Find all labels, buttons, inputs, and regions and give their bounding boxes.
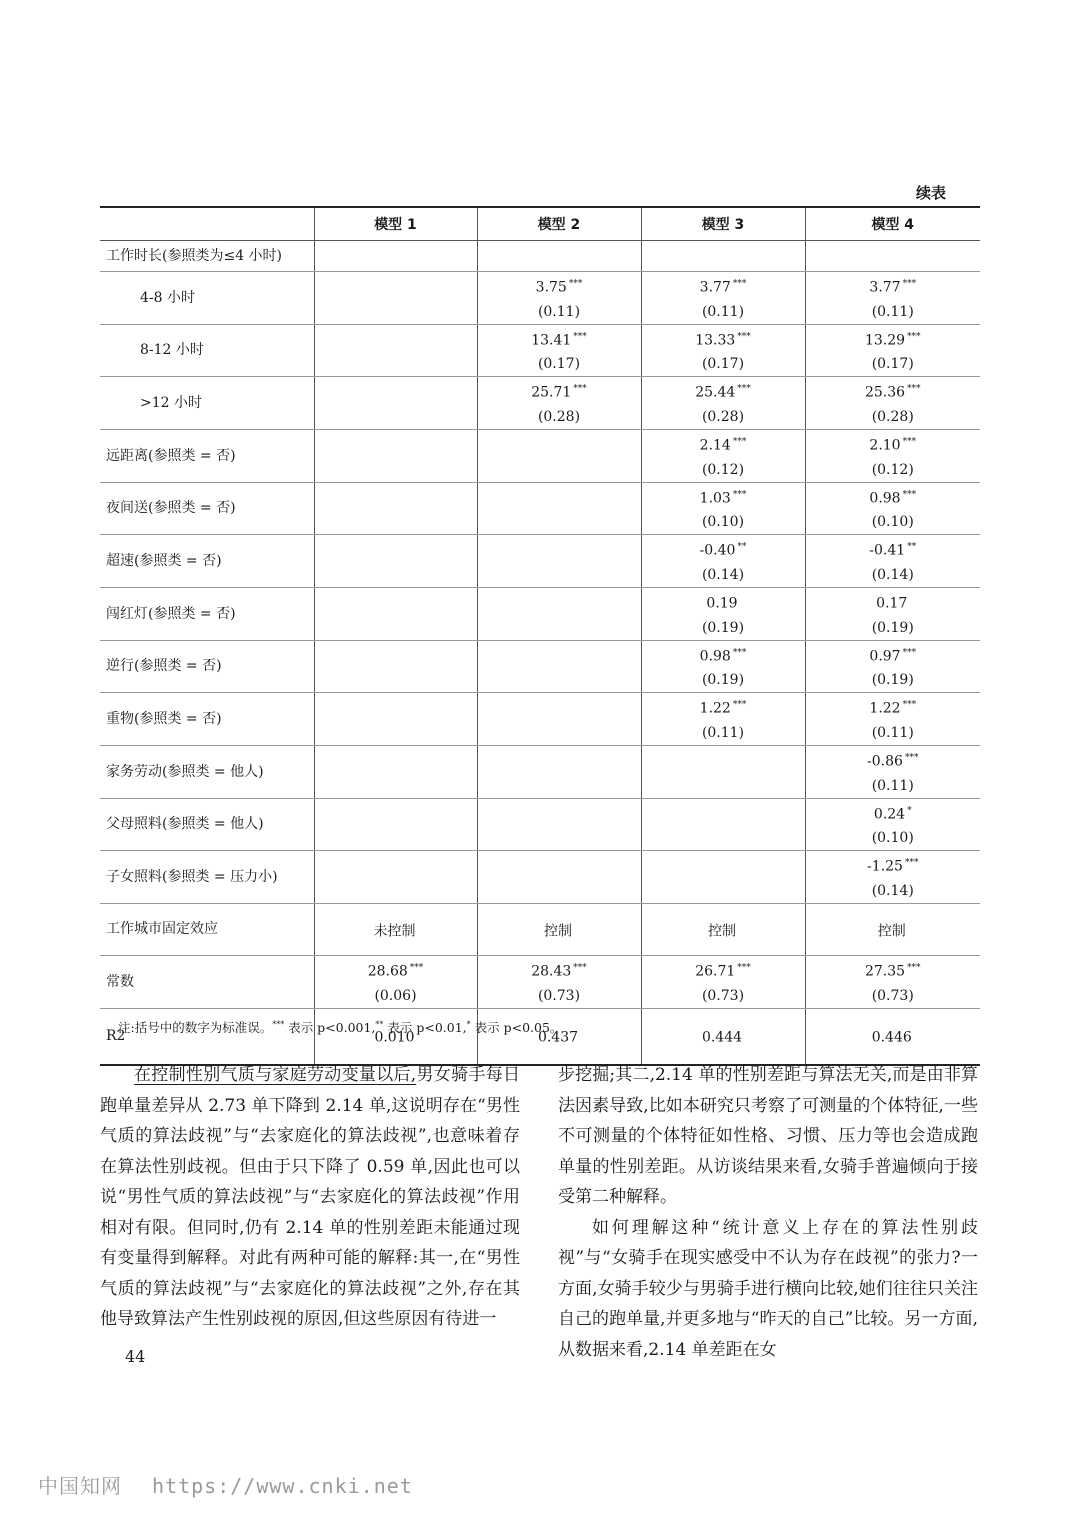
row-label: 重物(参照类 = 否) bbox=[100, 693, 314, 746]
cell-model-1 bbox=[314, 587, 477, 640]
row-label: 常数 bbox=[100, 955, 314, 1008]
significance-stars: *** bbox=[732, 436, 747, 447]
significance-stars: *** bbox=[902, 489, 917, 500]
cell-model-4 bbox=[805, 903, 980, 955]
estimate: 控制 bbox=[708, 923, 736, 940]
body-column-right bbox=[558, 1060, 978, 1365]
cell-model-2 bbox=[477, 851, 641, 904]
cell-model-4 bbox=[805, 429, 980, 482]
row-label: 超速(参照类 = 否) bbox=[100, 535, 314, 588]
cell-model-2 bbox=[477, 324, 641, 377]
significance-stars: *** bbox=[732, 279, 747, 289]
continued-table-label: 续表 bbox=[915, 184, 946, 202]
standard-error: (0.73) bbox=[537, 987, 581, 1004]
standard-error: (0.19) bbox=[701, 672, 745, 689]
standard-error: (0.73) bbox=[871, 987, 914, 1004]
cell-model-3 bbox=[641, 377, 805, 430]
cell-model-3 bbox=[641, 745, 805, 798]
row-label: R2 bbox=[100, 1008, 314, 1065]
cell-model-4 bbox=[805, 587, 980, 640]
table-row bbox=[100, 693, 980, 746]
row-label: 父母照料(参照类 = 他人) bbox=[100, 798, 314, 851]
standard-error: (0.17) bbox=[871, 356, 914, 373]
significance-stars: *** bbox=[573, 384, 587, 395]
estimate: 3.75 bbox=[535, 279, 567, 296]
row-label: 4-8 小时 bbox=[100, 272, 314, 325]
table-row bbox=[100, 535, 980, 588]
table-header-row bbox=[100, 207, 980, 241]
significance-stars: *** bbox=[573, 962, 587, 973]
table-row bbox=[100, 272, 980, 325]
row-label: 逆行(参照类 = 否) bbox=[100, 640, 314, 693]
header-model-1: 模型 1 bbox=[314, 207, 477, 241]
cell-model-4 bbox=[805, 324, 980, 377]
standard-error: (0.73) bbox=[701, 987, 745, 1004]
standard-error: (0.11) bbox=[871, 777, 914, 794]
estimate: 控制 bbox=[877, 923, 906, 940]
standard-error: (0.11) bbox=[701, 303, 745, 320]
cell-model-2 bbox=[477, 1008, 641, 1065]
significance-stars: *** bbox=[732, 489, 747, 500]
row-label: 远距离(参照类 = 否) bbox=[100, 429, 314, 482]
cell-model-1 bbox=[314, 745, 477, 798]
table-row bbox=[100, 377, 980, 430]
standard-error: (0.11) bbox=[871, 724, 914, 741]
estimate: 28.43 bbox=[531, 963, 572, 980]
paragraph: 在控制性别气质与家庭劳动变量以后,男女骑手每日跑单量差异从 2.73 单下降到 2.14 单,这说明存在“男性气质的算法歧视”与“去家庭化的算法歧视”,也意味着存在算法性别歧视。但由于只下降了 0.59 单,因此也可以说“男性气质的算法歧视”与“去家庭化的算法歧视”作用相对有限。但同时,仍有 2.14 单的性别差距未能通过现有变量得到解释。对此有两种可能的解释:其一,在“男性气质的算法歧视”与“去家庭化的算法歧视”之外,存在其他导致算法产生性别歧视的原因,但这些原因有待进一 bbox=[100, 1065, 521, 1329]
cell-model-1 bbox=[314, 693, 477, 746]
cell-model-1 bbox=[314, 640, 477, 693]
cell-model-4 bbox=[805, 272, 980, 325]
table-row bbox=[100, 798, 980, 851]
estimate: 0.19 bbox=[706, 595, 738, 612]
standard-error: (0.10) bbox=[701, 514, 745, 531]
significance-stars: *** bbox=[902, 700, 917, 711]
cell-model-2 bbox=[477, 241, 641, 272]
significance-stars: *** bbox=[573, 331, 587, 342]
standard-error: (0.11) bbox=[871, 303, 914, 320]
significance-stars: *** bbox=[737, 962, 751, 973]
significance-stars: *** bbox=[737, 384, 751, 395]
watermark-url: https://www.cnki.net bbox=[152, 1474, 413, 1498]
significance-stars: *** bbox=[904, 752, 919, 763]
estimate: 3.77 bbox=[699, 279, 731, 296]
estimate: 27.35 bbox=[864, 963, 906, 980]
cell-model-4 bbox=[805, 798, 980, 851]
cell-model-2 bbox=[477, 693, 641, 746]
standard-error: (0.10) bbox=[871, 830, 914, 847]
estimate: 2.10 bbox=[869, 437, 901, 454]
header-model-4: 模型 4 bbox=[805, 207, 980, 241]
cell-model-1 bbox=[314, 535, 477, 588]
estimate: 1.22 bbox=[699, 700, 731, 717]
estimate: -0.40 bbox=[699, 542, 736, 559]
standard-error: (0.19) bbox=[871, 619, 914, 636]
row-label: 工作时长(参照类为≤4 小时) bbox=[100, 241, 314, 272]
cell-model-3 bbox=[641, 693, 805, 746]
significance-stars: *** bbox=[737, 331, 751, 342]
row-label: 闯红灯(参照类 = 否) bbox=[100, 587, 314, 640]
row-label: 夜间送(参照类 = 否) bbox=[100, 482, 314, 535]
cell-model-4 bbox=[805, 535, 980, 588]
cell-model-2 bbox=[477, 903, 641, 955]
cell-model-1 bbox=[314, 482, 477, 535]
significance-stars: *** bbox=[568, 279, 583, 289]
estimate: 28.68 bbox=[367, 963, 408, 980]
table-row bbox=[100, 640, 980, 693]
cell-model-2 bbox=[477, 955, 641, 1008]
cell-model-3 bbox=[641, 429, 805, 482]
standard-error: (0.19) bbox=[701, 619, 745, 636]
cell-model-2 bbox=[477, 272, 641, 325]
cell-model-1 bbox=[314, 1008, 477, 1065]
cell-model-3 bbox=[641, 272, 805, 325]
cell-model-1 bbox=[314, 272, 477, 325]
row-label: 8-12 小时 bbox=[100, 324, 314, 377]
estimate: -0.41 bbox=[869, 542, 906, 559]
significance-stars: *** bbox=[902, 279, 917, 289]
cell-model-4 bbox=[805, 640, 980, 693]
estimate: 13.41 bbox=[531, 332, 572, 349]
standard-error: (0.11) bbox=[537, 303, 581, 320]
cell-model-2 bbox=[477, 377, 641, 430]
watermark-cn: 中国知网 bbox=[38, 1474, 122, 1498]
cell-model-1 bbox=[314, 903, 477, 955]
cell-model-4 bbox=[805, 482, 980, 535]
cell-model-3 bbox=[641, 903, 805, 955]
significance-stars: ** bbox=[907, 542, 917, 553]
cell-model-2 bbox=[477, 535, 641, 588]
standard-error: (0.14) bbox=[701, 566, 745, 583]
cell-model-4 bbox=[805, 1008, 980, 1065]
estimate: 3.77 bbox=[869, 279, 901, 296]
significance-stars: *** bbox=[907, 384, 921, 395]
standard-error: (0.10) bbox=[871, 514, 914, 531]
cell-model-4 bbox=[805, 745, 980, 798]
table-row bbox=[100, 429, 980, 482]
page-number: 44 bbox=[125, 1347, 146, 1366]
standard-error: (0.28) bbox=[871, 408, 914, 425]
estimate: 26.71 bbox=[695, 963, 736, 980]
standard-error: (0.17) bbox=[701, 356, 745, 373]
cell-model-1 bbox=[314, 851, 477, 904]
estimate: 0.17 bbox=[876, 595, 908, 612]
estimate: 0.444 bbox=[701, 1029, 743, 1046]
standard-error: (0.19) bbox=[871, 672, 914, 689]
header-model-2: 模型 2 bbox=[477, 207, 641, 241]
estimate: 13.29 bbox=[864, 332, 906, 349]
table-row bbox=[100, 587, 980, 640]
table-row bbox=[100, 955, 980, 1008]
standard-error: (0.06) bbox=[374, 987, 417, 1004]
table-row bbox=[100, 745, 980, 798]
significance-stars: * bbox=[907, 805, 912, 816]
row-label: 家务劳动(参照类 = 他人) bbox=[100, 745, 314, 798]
standard-error: (0.17) bbox=[537, 356, 581, 373]
cell-model-3 bbox=[641, 324, 805, 377]
cell-model-2 bbox=[477, 429, 641, 482]
cell-model-3 bbox=[641, 640, 805, 693]
cell-model-3 bbox=[641, 241, 805, 272]
estimate: 0.98 bbox=[699, 648, 731, 665]
significance-stars: *** bbox=[902, 436, 917, 447]
significance-stars: ** bbox=[737, 542, 747, 553]
cell-model-3 bbox=[641, 482, 805, 535]
table-row bbox=[100, 482, 980, 535]
significance-stars: *** bbox=[904, 858, 919, 869]
standard-error: (0.12) bbox=[701, 461, 745, 478]
estimate: 0.446 bbox=[871, 1029, 912, 1046]
cell-model-3 bbox=[641, 955, 805, 1008]
estimate: 2.14 bbox=[699, 437, 731, 454]
standard-error: (0.14) bbox=[871, 566, 914, 583]
significance-stars: *** bbox=[902, 647, 917, 658]
estimate: 25.71 bbox=[531, 384, 572, 401]
estimate: 0.24 bbox=[873, 806, 906, 823]
estimate: 0.98 bbox=[869, 490, 901, 507]
estimate: 0.437 bbox=[537, 1029, 579, 1046]
paragraph: 步挖掘;其二,2.14 单的性别差距与算法无关,而是由非算法因素导致,比如本研究只考察了可测量的个体特征,一些不可测量的个体特征如性格、习惯、压力等也会造成跑单量的性别差距。从访谈结果来看,女骑手普遍倾向于接受第二种解释。 bbox=[558, 1065, 978, 1207]
cell-model-3 bbox=[641, 851, 805, 904]
estimate: 0.97 bbox=[869, 648, 901, 665]
cell-model-3 bbox=[641, 1008, 805, 1065]
significance-stars: *** bbox=[907, 962, 921, 973]
cell-model-1 bbox=[314, 955, 477, 1008]
row-label: 工作城市固定效应 bbox=[100, 903, 314, 955]
table-row bbox=[100, 1008, 980, 1065]
cell-model-1 bbox=[314, 241, 477, 272]
body-column-left bbox=[100, 1060, 520, 1335]
cell-model-1 bbox=[314, 324, 477, 377]
table-note: 注:括号中的数字为标准误。*** 表示 p<0.001,** 表示 p<0.01,* 表示 p<0.05。 bbox=[118, 1019, 563, 1035]
estimate: 25.44 bbox=[695, 384, 736, 401]
cell-model-4 bbox=[805, 693, 980, 746]
significance-stars: *** bbox=[907, 331, 921, 342]
cell-model-4 bbox=[805, 955, 980, 1008]
cell-model-4 bbox=[805, 241, 980, 272]
estimate: 25.36 bbox=[864, 384, 906, 401]
significance-stars: *** bbox=[732, 647, 747, 658]
estimate: -0.86 bbox=[867, 753, 903, 770]
estimate: 1.03 bbox=[699, 490, 731, 507]
table-row bbox=[100, 851, 980, 904]
table-row bbox=[100, 324, 980, 377]
header-model-3: 模型 3 bbox=[641, 207, 805, 241]
significance-stars: *** bbox=[409, 962, 424, 973]
standard-error: (0.28) bbox=[537, 408, 581, 425]
cell-model-1 bbox=[314, 429, 477, 482]
table-row bbox=[100, 903, 980, 955]
cell-model-2 bbox=[477, 798, 641, 851]
significance-stars: *** bbox=[732, 700, 747, 711]
cell-model-4 bbox=[805, 851, 980, 904]
cell-model-2 bbox=[477, 482, 641, 535]
cnki-watermark bbox=[38, 1470, 413, 1499]
header-blank bbox=[100, 207, 314, 241]
cell-model-1 bbox=[314, 377, 477, 430]
estimate: 13.33 bbox=[695, 332, 736, 349]
cell-model-2 bbox=[477, 745, 641, 798]
row-label: >12 小时 bbox=[100, 377, 314, 430]
estimate: -1.25 bbox=[867, 858, 903, 875]
paragraph: 如何理解这种“统计意义上存在的算法性别歧视”与“女骑手在现实感受中不认为存在歧视”的张力?一方面,女骑手较少与男骑手进行横向比较,她们往往只关注自己的跑单量,并更多地与“昨天的自己”比较。另一方面,从数据来看,2.14 单差距在女 bbox=[558, 1217, 978, 1360]
cell-model-3 bbox=[641, 535, 805, 588]
standard-error: (0.14) bbox=[871, 882, 914, 899]
cell-model-2 bbox=[477, 640, 641, 693]
cell-model-2 bbox=[477, 587, 641, 640]
estimate: 控制 bbox=[544, 923, 572, 940]
standard-error: (0.11) bbox=[701, 724, 745, 741]
estimate: 未控制 bbox=[373, 923, 416, 940]
standard-error: (0.12) bbox=[871, 461, 914, 478]
cell-model-4 bbox=[805, 377, 980, 430]
cell-model-1 bbox=[314, 798, 477, 851]
standard-error: (0.28) bbox=[701, 408, 745, 425]
estimate: 0.010 bbox=[374, 1029, 415, 1046]
regression-table bbox=[100, 206, 980, 1066]
cell-model-3 bbox=[641, 798, 805, 851]
estimate: 1.22 bbox=[869, 700, 901, 717]
row-label: 子女照料(参照类 = 压力小) bbox=[100, 851, 314, 904]
table-row bbox=[100, 241, 980, 272]
cell-model-3 bbox=[641, 587, 805, 640]
